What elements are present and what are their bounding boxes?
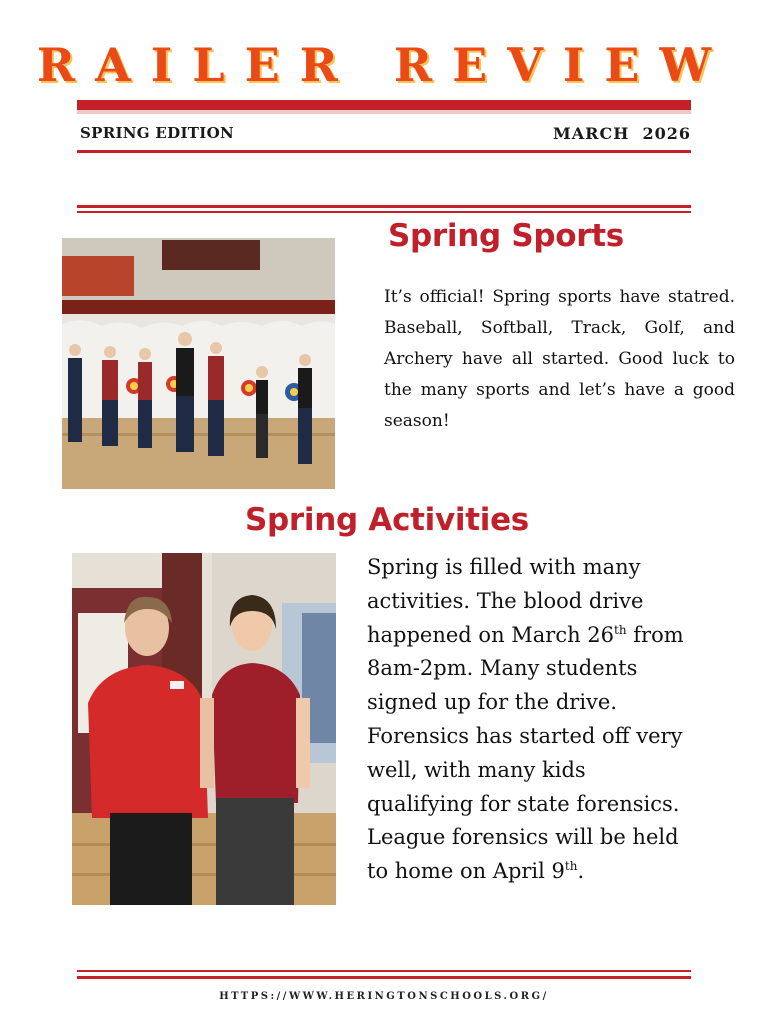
header-rule-bottom [77,150,691,153]
activities-sup-1: th [614,622,627,637]
header-rule-shadow [77,110,691,114]
section-divider-a [77,205,691,208]
section-divider-b [77,211,691,213]
spring-activities-text [367,551,697,889]
edition-row [80,122,691,144]
edition-label: SPRING EDITION [80,124,234,142]
two-women-gym-photo [72,553,336,905]
spring-activities-heading: Spring Activities [245,502,529,538]
footer-rule-b [77,976,691,979]
activities-sup-2: th [564,859,578,874]
spring-sports-text: It’s official! Spring sports have statred. Baseball, Softball, Track, Golf, and Archery have all started. Good luck to the many sports and let’s have a good season! [384,287,735,431]
footer-website-link[interactable]: HTTPS://WWW.HERINGTONSCHOOLS.ORG/ [219,991,549,1002]
edition-date: MARCH 2026 [553,123,691,143]
newsletter-title: RAILER REVIEW [36,38,732,92]
activities-text-part3: . [577,859,585,884]
header-rule-top [77,100,691,110]
footer-rule-a [77,970,691,972]
archery-students-photo [62,238,335,489]
activities-text-part2: from 8am-2pm. Many students signed up for the drive. Forensics has started off very well, with many kids qualifying for state forensics. League forensics will be held to home on April 9 [367,622,684,884]
activities-text-part1: Spring is filled with many activities. The blood drive happened on March 26 [367,555,644,647]
spring-sports-heading: Spring Sports [388,218,624,254]
